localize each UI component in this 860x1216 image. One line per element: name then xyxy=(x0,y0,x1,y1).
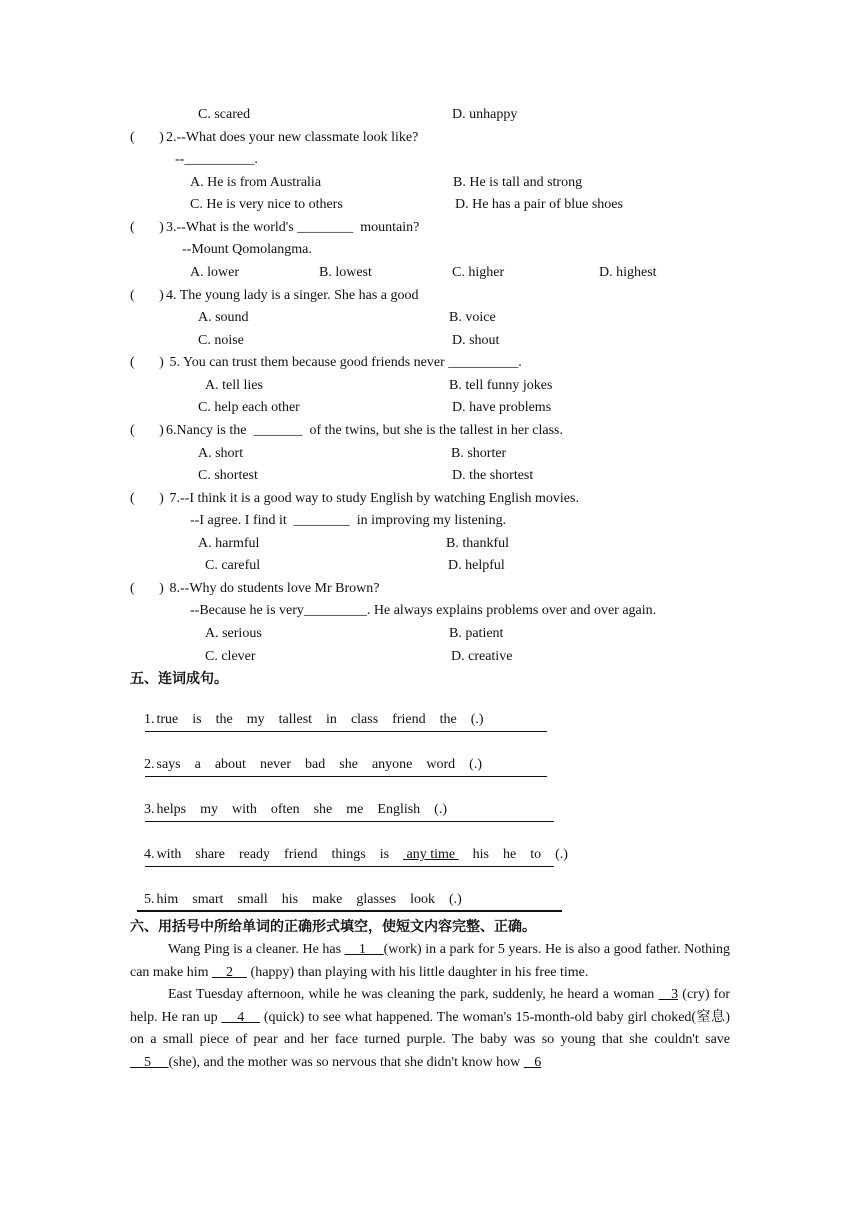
q7-option-a: A. harmful xyxy=(198,536,260,551)
word: the xyxy=(439,712,457,727)
cloze-blank-3[interactable]: 3 xyxy=(658,987,679,1003)
word: his xyxy=(281,892,299,907)
q6-option-c: C. shortest xyxy=(198,468,258,483)
word: the xyxy=(215,712,233,727)
word: (.) xyxy=(470,712,484,727)
word: my xyxy=(200,802,218,817)
q2-option-a: A. He is from Australia xyxy=(190,175,322,190)
q6-option-a: A. short xyxy=(198,446,244,461)
q4-answer-paren[interactable]: ( ) xyxy=(130,288,164,303)
word: ready xyxy=(238,847,271,862)
cloze-paragraph-1 xyxy=(130,939,730,984)
q3-stem xyxy=(166,219,419,237)
answer-line-5[interactable] xyxy=(137,910,562,912)
q7-reply-pre: --I agree. I find it xyxy=(190,513,287,528)
word: says xyxy=(156,757,181,772)
word: English xyxy=(377,802,421,817)
answer-line-4[interactable] xyxy=(145,866,554,867)
q3-answer-paren[interactable]: ( ) xyxy=(130,220,164,235)
q4-option-b: B. voice xyxy=(449,310,496,325)
word: she xyxy=(339,757,358,772)
q4-option-c: C. noise xyxy=(198,333,244,348)
q2-reply: --__________. xyxy=(175,152,258,167)
word: (.) xyxy=(555,847,568,862)
q7-answer-paren[interactable]: ( ) xyxy=(130,491,164,506)
item-number: 1. xyxy=(144,712,155,727)
q5-stem: 5. You can trust them because good friends never __________. xyxy=(166,355,522,370)
word: she xyxy=(313,802,333,817)
answer-line-1[interactable] xyxy=(145,731,547,732)
word-underlined: any time xyxy=(403,847,459,862)
word: to xyxy=(530,847,542,862)
q6-stem xyxy=(166,422,563,440)
q3-option-a: A. lower xyxy=(190,265,239,280)
word: make xyxy=(312,892,343,907)
text-run: (work) in a park for 5 years. He is also a good father. Nothing can make him xyxy=(130,942,731,980)
item-number: 5. xyxy=(144,892,155,907)
word: is xyxy=(192,712,202,727)
word: things xyxy=(331,847,366,862)
q6-answer-paren[interactable]: ( ) xyxy=(130,423,164,438)
word: (.) xyxy=(469,757,482,772)
q4-stem: 4. The young lady is a singer. She has a good xyxy=(166,288,419,303)
answer-line-2[interactable] xyxy=(145,776,547,777)
word: never xyxy=(259,757,292,772)
q7-reply xyxy=(190,512,506,530)
word: true xyxy=(156,712,179,727)
q2-option-c: C. He is very nice to others xyxy=(190,197,343,212)
q3-stem-pre: 3.--What is the world's xyxy=(166,220,294,235)
word: often xyxy=(270,802,300,817)
cloze-blank-1[interactable]: 1 xyxy=(344,942,384,957)
cloze-blank-5[interactable]: 5 xyxy=(130,1054,169,1070)
word: me xyxy=(346,802,364,817)
section5-title: 五、连词成句。 xyxy=(130,671,228,687)
text-run: (happy) than playing with his little daughter in his free time. xyxy=(247,964,589,980)
text-run: (she), and the mother was so nervous that she didn't know how xyxy=(168,1054,524,1070)
q8-option-b: B. patient xyxy=(449,626,504,641)
text-run: (cry) for help. He ran up xyxy=(130,987,731,1025)
word: is xyxy=(379,847,390,862)
q6-stem-blank: _______ xyxy=(253,423,303,438)
q7-reply-post: in improving my listening. xyxy=(356,513,507,528)
word: (.) xyxy=(434,802,447,817)
q5-option-b: B. tell funny jokes xyxy=(449,378,553,393)
item-number: 3. xyxy=(144,802,155,817)
word: about xyxy=(214,757,246,772)
word: bad xyxy=(305,757,326,772)
q1-option-c: C. scared xyxy=(198,107,251,122)
item-number: 2. xyxy=(144,757,155,772)
q3-option-b: B. lowest xyxy=(319,265,372,280)
q3-option-c: C. higher xyxy=(452,265,505,280)
q5-option-d: D. have problems xyxy=(452,400,552,415)
cloze-blank-4[interactable]: 4 xyxy=(221,1009,260,1025)
q8-reply: --Because he is very_________. He always explains problems over and over again. xyxy=(190,603,657,618)
item-number: 4. xyxy=(144,847,155,862)
q3-option-d: D. highest xyxy=(599,265,657,280)
q1-option-d: D. unhappy xyxy=(452,107,518,122)
q3-reply: --Mount Qomolangma. xyxy=(182,242,312,257)
word: share xyxy=(195,847,225,862)
word: (.) xyxy=(448,892,462,907)
q7-option-b: B. thankful xyxy=(446,536,509,551)
word: anyone xyxy=(371,757,413,772)
q2-option-b: B. He is tall and strong xyxy=(453,175,583,190)
word: with xyxy=(156,847,182,862)
q2-answer-paren[interactable]: ( ) xyxy=(130,130,164,145)
q4-option-a: A. sound xyxy=(198,310,249,325)
word: a xyxy=(194,757,201,772)
q8-option-d: D. creative xyxy=(451,649,513,664)
word: helps xyxy=(156,802,187,817)
q8-answer-paren[interactable]: ( ) xyxy=(130,581,164,596)
q5-answer-paren[interactable]: ( ) xyxy=(130,355,164,370)
q7-reply-blank: ________ xyxy=(293,513,350,528)
word: tallest xyxy=(278,712,313,727)
cloze-blank-2[interactable]: 2 xyxy=(212,964,248,980)
word: friend xyxy=(392,712,426,727)
q5-option-a: A. tell lies xyxy=(205,378,263,393)
word: friend xyxy=(284,847,318,862)
word: small xyxy=(237,892,268,907)
word: smart xyxy=(192,892,224,907)
text-run: Wang Ping is a cleaner. He has xyxy=(168,942,345,957)
q6-option-d: D. the shortest xyxy=(452,468,534,483)
q6-option-b: B. shorter xyxy=(451,446,507,461)
word: my xyxy=(246,712,265,727)
word: with xyxy=(231,802,257,817)
q2-stem: 2.--What does your new classmate look like? xyxy=(166,130,419,145)
q7-option-d: D. helpful xyxy=(448,558,505,573)
cloze-paragraph-2 xyxy=(130,984,730,1074)
q6-stem-post: of the twins, but she is the tallest in her class. xyxy=(309,423,563,438)
word: he xyxy=(503,847,517,862)
q8-option-c: C. clever xyxy=(205,649,256,664)
q2-option-d: D. He has a pair of blue shoes xyxy=(455,197,623,212)
q7-option-c: C. careful xyxy=(205,558,261,573)
word: his xyxy=(472,847,489,862)
word: class xyxy=(350,712,379,727)
word: word xyxy=(426,757,456,772)
q3-stem-blank: ________ xyxy=(297,220,354,235)
word: in xyxy=(326,712,337,727)
q5-option-c: C. help each other xyxy=(198,400,300,415)
word: him xyxy=(156,892,179,907)
q4-option-d: D. shout xyxy=(452,333,500,348)
answer-line-3[interactable] xyxy=(145,821,554,822)
q8-stem: 8.--Why do students love Mr Brown? xyxy=(166,581,380,596)
q7-stem: 7.--I think it is a good way to study English by watching English movies. xyxy=(166,491,579,506)
section6-title: 六、用括号中所给单词的正确形式填空，使短文内容完整、正确。 xyxy=(130,919,536,935)
text-run: East Tuesday afternoon, while he was cleaning the park, suddenly, he heard a woman xyxy=(168,987,659,1003)
word: look xyxy=(410,892,435,907)
word: glasses xyxy=(356,892,397,907)
q3-stem-post: mountain? xyxy=(360,220,420,235)
cloze-blank-6[interactable]: 6 xyxy=(523,1054,542,1070)
q8-option-a: A. serious xyxy=(205,626,262,641)
q6-stem-pre: 6.Nancy is the xyxy=(166,423,247,438)
cloze-passage xyxy=(130,939,730,1075)
text-run: (quick) to see what happened. The woman's 15-month-old baby girl choked(窒息) on a small piece of pear and her face turned purple. The baby was so young that she couldn't save xyxy=(130,1009,731,1048)
